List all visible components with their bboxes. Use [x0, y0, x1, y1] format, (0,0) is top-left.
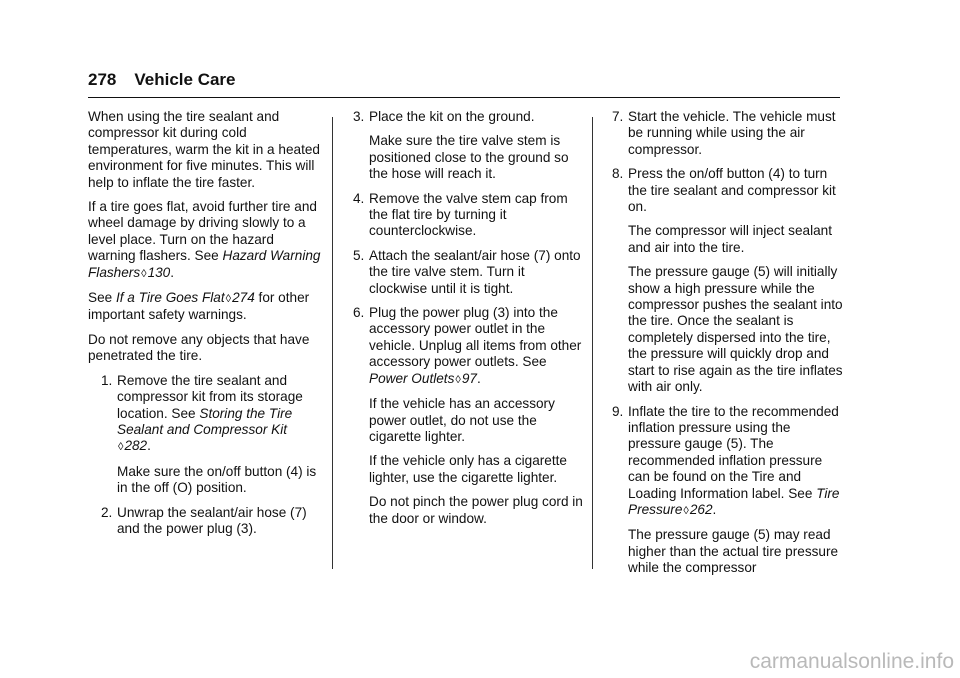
step-6: 6. Plug the power plug (3) into the accessory power outlet in the vehicle. Unplug all items from other accessory power outlets. See Power Outlets◊97.: [353, 305, 582, 386]
page-ref-icon: ◊: [455, 373, 461, 386]
step-8-note-2: The pressure gauge (5) will initially show a high pressure while the compressor pushes the sealant into the tire. Once the sealant is completely dispersed into the tire, the pressure will quickly drop and start to rise again as the tire inflates with air only.: [628, 264, 843, 395]
column-divider-2: [592, 117, 593, 569]
paragraph-see-also: See If a Tire Goes Flat◊274 for other important safety warnings.: [88, 290, 310, 323]
step-9-note: The pressure gauge (5) may read higher than the actual tire pressure while the compressor: [628, 527, 839, 576]
step-5: 5. Attach the sealant/air hose (7) onto the tire valve stem. Turn it clockwise until it is tight.: [353, 247, 581, 296]
link-power-outlets[interactable]: Power Outlets: [369, 370, 455, 386]
link-storing-tire-sealant[interactable]: Storing the Tire Sealant and Compressor Kit: [117, 405, 293, 437]
column-divider-1: [332, 117, 333, 569]
step-4: 4. Remove the valve stem cap from the flat tire by turning it counterclockwise.: [353, 190, 568, 239]
page-ref-icon: ◊: [118, 441, 124, 454]
page-ref-274[interactable]: 274: [232, 290, 255, 306]
page-ref-97[interactable]: 97: [461, 370, 477, 386]
step-6-note-3: Do not pinch the power plug cord in the door or window.: [369, 494, 583, 526]
page-ref-262[interactable]: 262: [689, 501, 713, 517]
step-number: 5.: [353, 247, 365, 263]
header-rule: [88, 97, 840, 98]
step-number: 2.: [101, 504, 113, 520]
column-3: [612, 109, 844, 585]
paragraph-objects: Do not remove any objects that have penetrated the tire.: [88, 331, 310, 364]
step-number: 9.: [612, 403, 624, 419]
page-ref-282[interactable]: 282: [124, 438, 148, 454]
column-1: [88, 109, 324, 545]
step-number: 4.: [353, 190, 365, 206]
page-ref-130[interactable]: 130: [147, 264, 171, 280]
page-ref-icon: ◊: [225, 293, 232, 306]
step-7: 7. Start the vehicle. The vehicle must be running while using the air compressor.: [612, 109, 836, 157]
paragraph-flat-tire: If a tire goes flat, avoid further tire and wheel damage by driving slowly to a level place. Turn on the hazard warning flashers. See Hazard Warning Flashers◊130.: [88, 199, 321, 280]
step-8-note-1: The compressor will inject sealant and air into the tire.: [628, 223, 832, 255]
step-3-note: Make sure the tire valve stem is positioned close to the ground so the hose will reach it.: [369, 133, 569, 182]
link-hazard-warning-flashers[interactable]: Hazard Warning Flashers: [88, 248, 321, 280]
step-number: 6.: [353, 305, 365, 321]
step-2: 2. Unwrap the sealant/air hose (7) and the power plug (3).: [101, 504, 307, 536]
page-header: [88, 70, 236, 90]
page-ref-icon: ◊: [683, 504, 689, 517]
step-1-note: Make sure the on/off button (4) is in the off (O) position.: [117, 463, 317, 496]
watermark: carmanualsonline.info: [749, 650, 954, 673]
step-6-note-2: If the vehicle only has a cigarette lighter, use the cigarette lighter.: [369, 453, 567, 485]
step-number: 1.: [101, 372, 113, 388]
link-if-a-tire-goes-flat[interactable]: If a Tire Goes Flat: [115, 290, 225, 306]
step-9: 9. Inflate the tire to the recommended inflation pressure using the pressure gauge (5). The recommended inflation pressure can be found on the Tire and Loading Information label. See Tire Pressure◊262.: [612, 403, 840, 517]
section-title: Vehicle Care: [134, 70, 236, 89]
step-number: 3.: [353, 109, 365, 124]
step-6-note-1: If the vehicle has an accessory power outlet, do not use the cigarette lighter.: [369, 396, 555, 444]
column-2: [353, 109, 583, 535]
step-number: 8.: [612, 166, 624, 182]
paragraph-cold-temperatures: When using the tire sealant and compressor kit during cold temperatures, warm the kit in a heated environment for five minutes. This will help to inflate the tire faster.: [88, 109, 320, 190]
step-8: 8. Press the on/off button (4) to turn the tire sealant and compressor kit on.: [612, 166, 836, 215]
step-number: 7.: [612, 109, 624, 124]
step-1: 1. Remove the tire sealant and compressor kit from its storage location. See Storing the Tire Sealant and Compressor Kit ◊282.: [101, 372, 303, 454]
page-number: 278: [88, 70, 117, 89]
step-3: 3. Place the kit on the ground.: [353, 109, 535, 124]
page-ref-icon: ◊: [141, 267, 147, 280]
link-tire-pressure[interactable]: Tire Pressure: [628, 485, 840, 517]
